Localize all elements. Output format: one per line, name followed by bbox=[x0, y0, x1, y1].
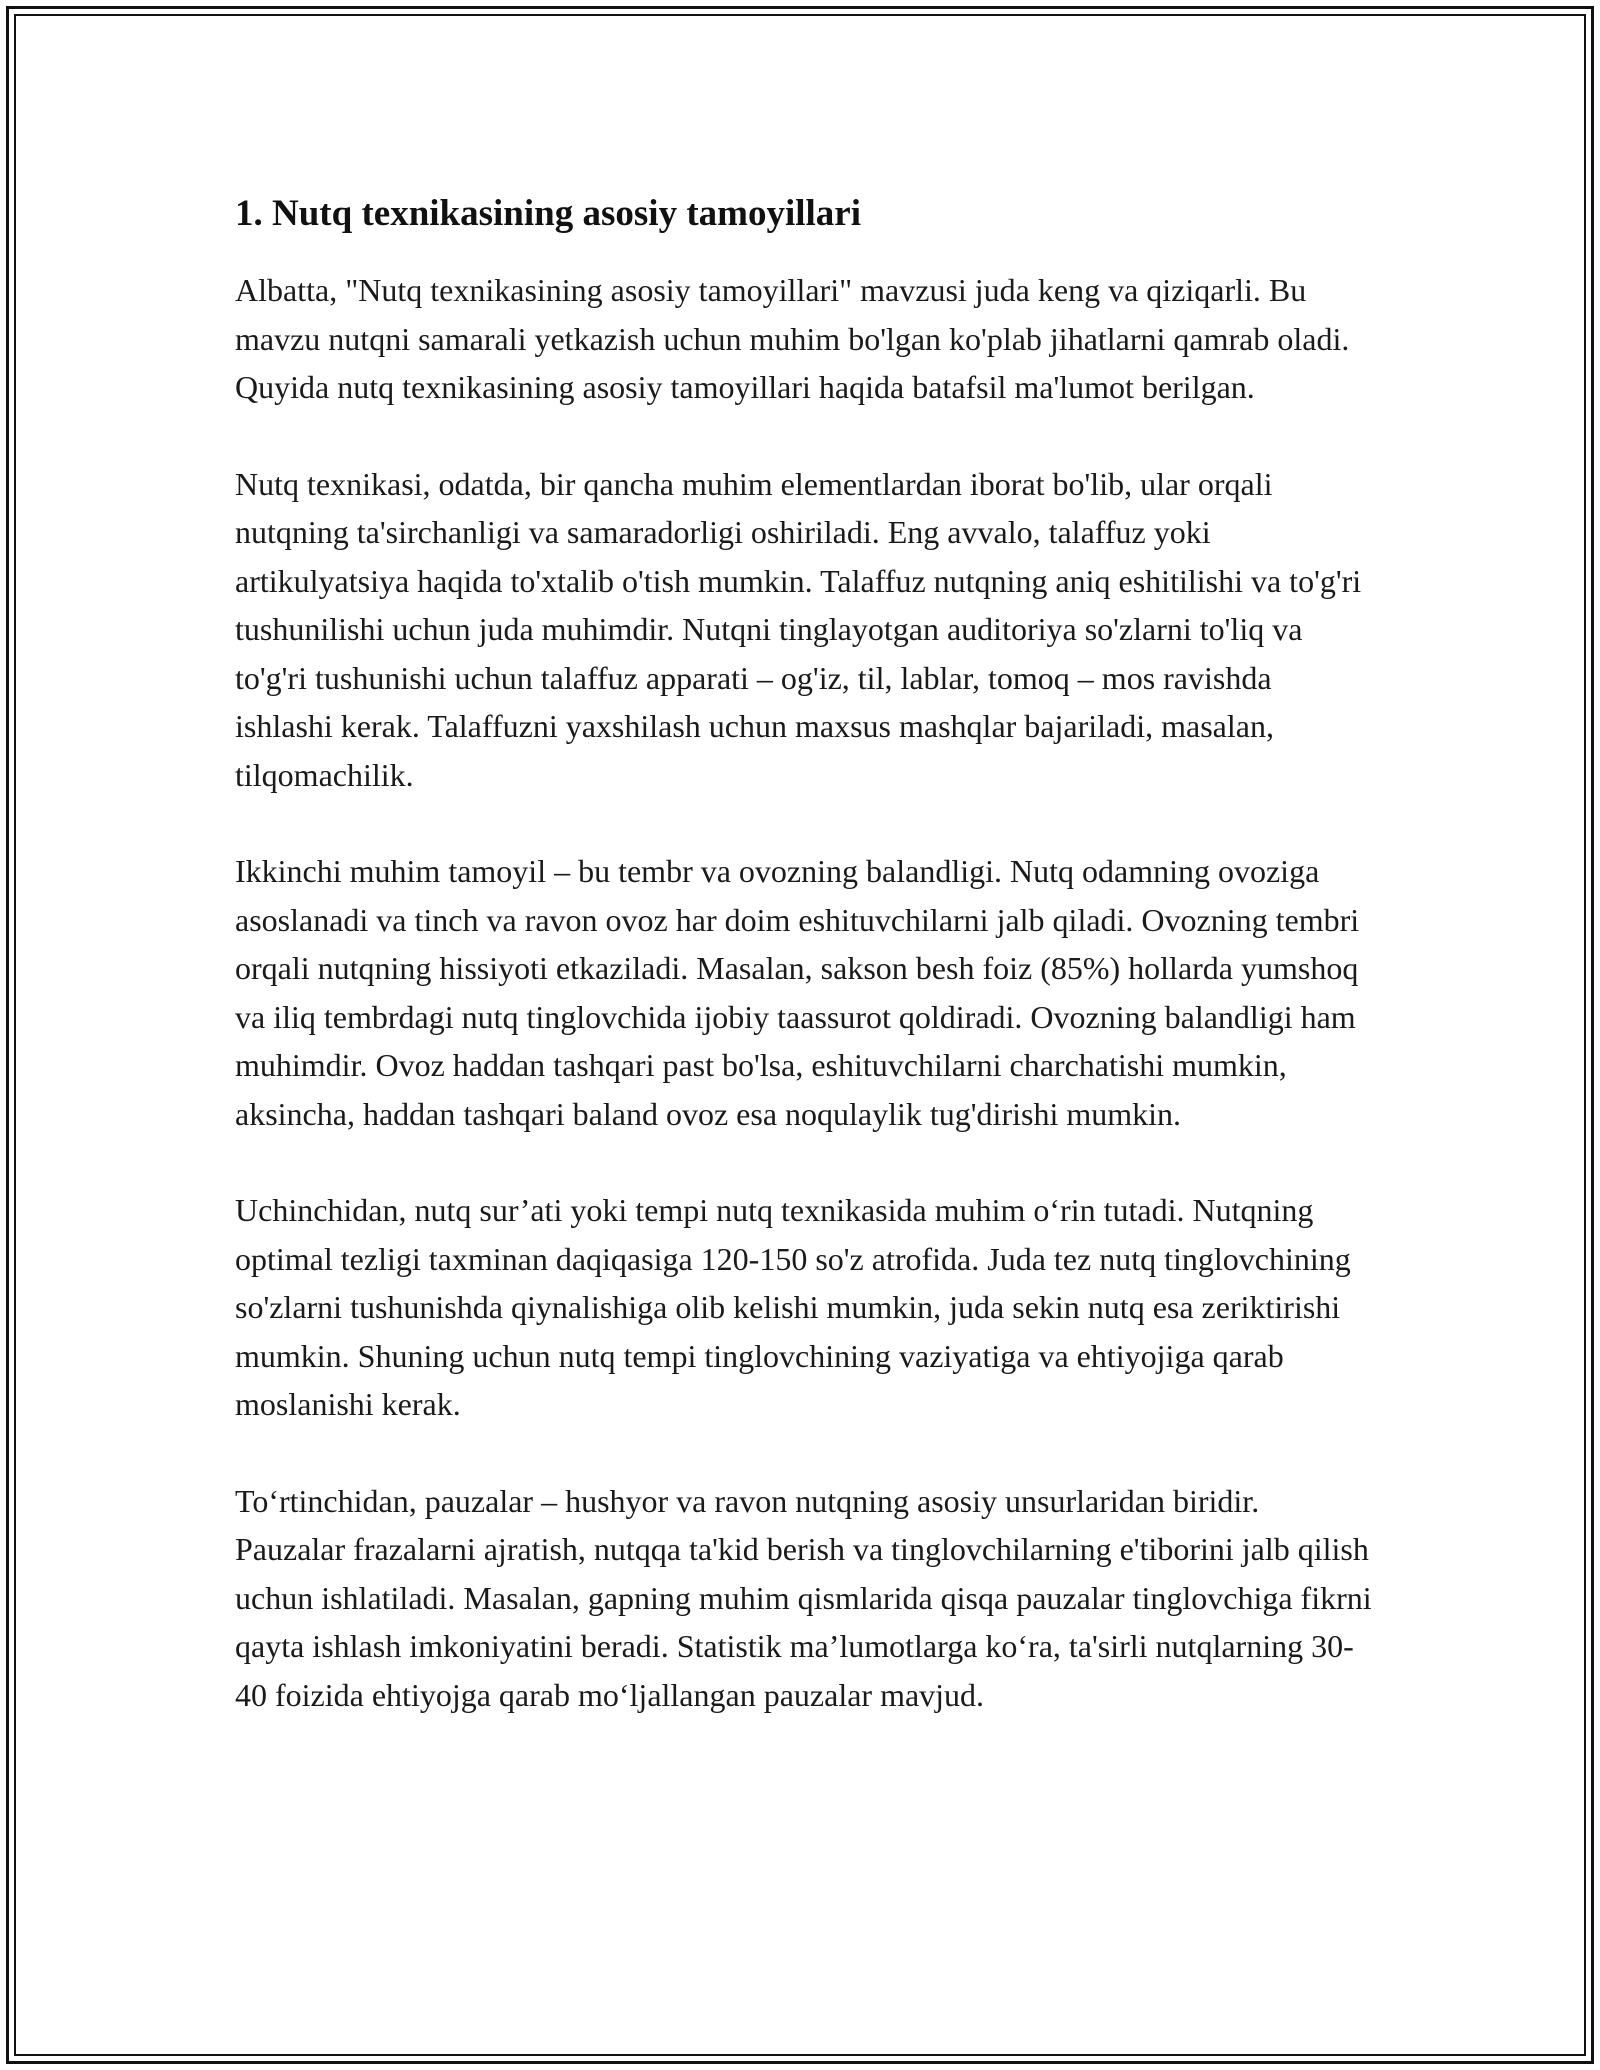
paragraph-timbre-volume: Ikkinchi muhim tamoyil – bu tembr va ovozning balandligi. Nutq odamning ovoziga asoslanadi va tinch va ravon ovoz har doim eshituvchilarni jalb qiladi. Ovozning tembri orqali nutqning hissiyoti etkaziladi. Masalan, sakson besh foiz (85%) hollarda yumshoq va iliq tembrdagi nutq tinglovchida ijobiy taassurot qoldiradi. Ovozning balandligi ham muhimdir. Ovoz haddan tashqari past bo'lsa, eshituvchilarni charchatishi mumkin, aksincha, haddan tashqari baland ovoz esa noqulaylik tug'dirishi mumkin. bbox=[235, 853, 1360, 1132]
paragraph-tempo: Uchinchidan, nutq sur’ati yoki tempi nutq texnikasida muhim o‘rin tutadi. Nutqning optimal tezligi taxminan daqiqasiga 120-150 so'z atrofida. Juda tez nutq tinglovchining so'zlarni tushunishda qiynalishiga olib kelishi mumkin, juda sekin nutq esa zeriktirishi mumkin. Shuning uchun nutq tempi tinglovchining vaziyatiga va ehtiyojiga qarab moslanishi kerak. bbox=[235, 1192, 1351, 1422]
section-heading: 1. Nutq texnikasining asosiy tamoyillari bbox=[235, 193, 862, 234]
paragraph-pauses: To‘rtinchidan, pauzalar – hushyor va ravon nutqning asosiy unsurlaridan biridir. Pauzalar frazalarni ajratish, nutqqa ta'kid berish va tinglovchilarning e'tiborini jalb qilish uchun ishlatiladi. Masalan, gapning muhim qismlarida qisqa pauzalar tinglovchiga fikrni qayta ishlash imkoniyatini beradi. Statistik ma’lumotlarga ko‘ra, ta'sirli nutqlarning 30-40 foizida ehtiyojga qarab mo‘ljallangan pauzalar mavjud. bbox=[235, 1482, 1372, 1713]
paragraph-articulation: Nutq texnikasi, odatda, bir qancha muhim elementlardan iborat bo'lib, ular orqali nutqning ta'sirchanligi va samaradorligi oshiriladi. Eng avvalo, talaffuz yoki artikulyatsiya haqida to'xtalib o'tish mumkin. Talaffuz nutqning aniq eshitilishi va to'g'ri tushunilishi uchun juda muhimdir. Nutqni tinglayotgan auditoriya so'zlarni to'liq va to'g'ri tushunishi uchun talaffuz apparati – og'iz, til, lablar, tomoq – mos ravishda ishlashi kerak. Talaffuzni yaxshilash uchun maxsus mashqlar bajariladi, masalan, tilqomachilik. bbox=[235, 465, 1362, 793]
document-body bbox=[235, 188, 1375, 1767]
paragraph-intro: Albatta, "Nutq texnikasining asosiy tamoyillari" mavzusi juda keng va qiziqarli. Bu mavzu nutqni samarali yetkazish uchun muhim bo'lgan ko'plab jihatlarni qamrab oladi. Quyida nutq texnikasining asosiy tamoyillari haqida batafsil ma'lumot berilgan. bbox=[235, 272, 1350, 405]
